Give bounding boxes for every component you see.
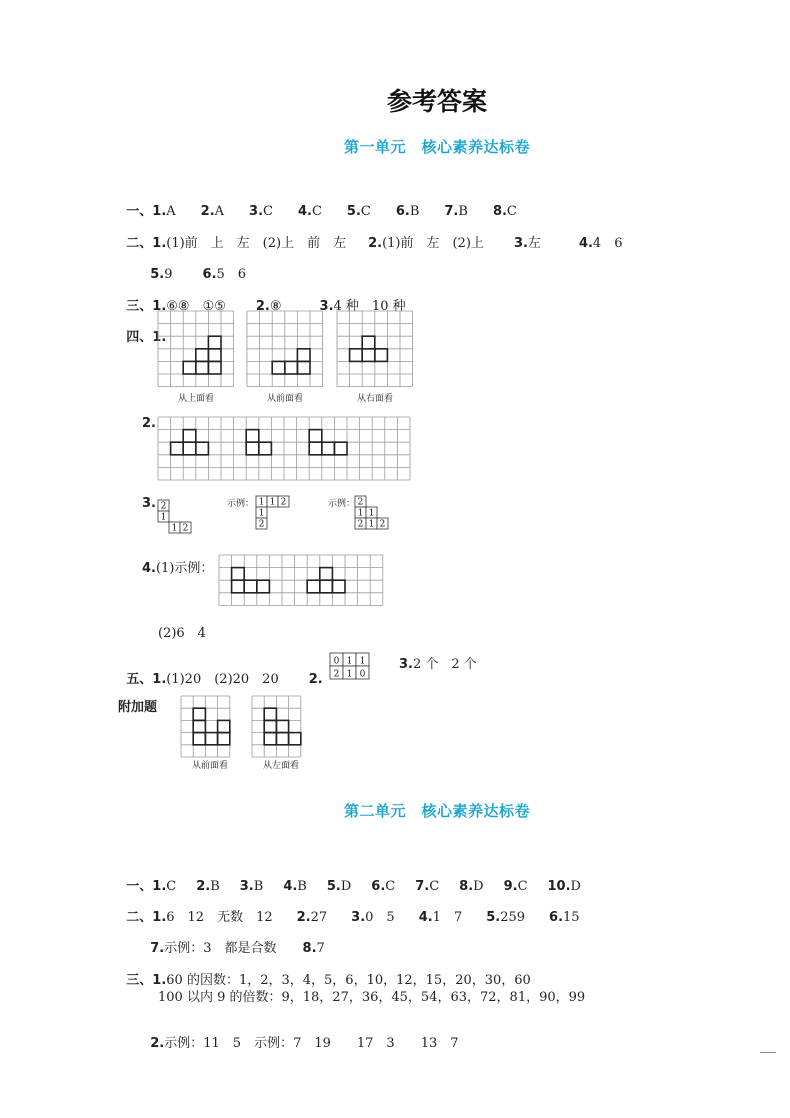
item-number: 3. [319,299,334,314]
item-answer: C [311,204,322,219]
grid-right-view [337,311,413,389]
square-block [322,442,335,455]
cell-number: 1 [359,656,366,667]
item-answer: (1)前 上 左 (2)上 前 左 [166,236,347,251]
unit1-q2-row2 [142,248,246,282]
figure-3c [355,496,395,536]
grid-q4-2 [158,417,410,481]
item-number: 3. [399,657,413,672]
cell-number: 1 [171,523,178,534]
square-block [276,720,288,732]
cell-number: 1 [258,508,265,519]
square-block [218,720,230,732]
cell-number: 1 [368,508,375,519]
item-answer: 6 12 无数 12 [166,910,273,925]
item-number: 3. [351,910,366,925]
cell-number: 2 [379,519,386,530]
q2-label: 二、 [126,910,153,925]
item-answer: D [570,879,581,894]
q4-2-number [142,416,156,431]
item-answer: 7 [316,941,325,956]
square-block [307,580,320,593]
item-answer: C [360,204,371,219]
cell-number: 0 [359,669,366,680]
item-number: 1. [152,330,167,345]
q4-label: 四、 [126,330,153,345]
cell-number: 1 [269,497,276,508]
item-answer: 5 6 [216,267,247,282]
square-block [208,349,221,362]
item-answer: A [166,204,176,219]
square-block [218,733,230,745]
item-answer: D [473,879,484,894]
item-answer: 259 [500,910,526,925]
item-answer: ⑧ [269,299,282,314]
square-block [320,580,333,593]
square-block [246,442,259,455]
q1-label: 一、 [126,204,153,219]
item-number: 5. [150,267,165,282]
unit2-heading: 第二单元 核心素养达标卷 [343,802,530,820]
item-number: 3. [513,236,528,251]
cell-number: 1 [368,519,375,530]
item-number: 7. [150,941,165,956]
square-block [350,349,363,362]
item-number: 4. [578,236,593,251]
item-answer: (1)示例： [155,561,214,576]
grid-q4-4 [219,555,383,607]
item-number: 2. [142,416,156,431]
item-number: 1. [152,236,167,251]
page-edge-mark [760,1052,776,1053]
cell-number: 1 [258,497,265,508]
unit1-q2-row1 [118,217,622,251]
example-label: 示例： [328,499,356,509]
view-label: 从前面看 [191,761,228,771]
square-block [232,580,245,593]
item-number: 8. [302,941,317,956]
item-number: 1. [152,973,167,988]
cell-number: 2 [160,501,167,512]
square-block [171,442,184,455]
square-block [362,336,375,349]
unit2-q2-row1 [118,891,580,925]
square-block [246,430,259,443]
unit2-q3-row2 [142,1017,459,1051]
q1-label: 一、 [126,879,153,894]
cell-number: 2 [182,523,189,534]
grid-extra-left [252,696,310,756]
item-number: 2. [200,204,215,219]
item-number: 5. [346,204,361,219]
item-answer: D [340,879,352,894]
view-label: 从左面看 [262,761,299,771]
cell-number: 1 [160,512,167,523]
square-block [259,442,272,455]
item-number: 4. [142,561,156,576]
square-block [193,720,205,732]
unit2-q3-row1 [118,954,531,988]
cell-number: 2 [258,519,265,530]
item-answer: 1 7 [432,910,463,925]
item-number: 7. [415,879,430,894]
figure-3a [158,500,198,540]
item-number: 2. [296,910,311,925]
square-block [289,733,301,745]
item-answer: 9 [164,267,173,282]
q4-3-number [142,496,156,511]
cell-number: 1 [346,669,353,680]
item-answer: 4 种 10 种 [333,299,406,314]
example-label: 示例： [227,499,255,509]
item-answer: 0 5 [365,910,395,925]
item-answer: C [506,204,517,219]
q5-label: 五、 [126,672,153,687]
item-number: 3. [239,879,254,894]
square-block [257,580,270,593]
view-label: 从前面看 [266,394,303,404]
q5-3-row [399,653,477,672]
square-block [196,442,209,455]
item-number: 2. [196,879,211,894]
square-block [276,733,288,745]
item-answer: C [263,204,273,219]
page-title: 参考答案 [386,87,487,116]
item-number: 6. [549,910,564,925]
item-number: 6. [371,879,386,894]
item-number: 2. [150,1036,165,1051]
unit1-q5-row [118,653,323,687]
item-number: 1. [152,204,167,219]
square-block [232,568,245,581]
item-answer: B [253,879,264,894]
item-number: 2. [368,236,383,251]
item-number: 4. [283,879,298,894]
item-answer: ⑥⑧ ①⑤ [166,299,226,314]
square-block [183,361,196,374]
q3-label: 三、 [126,299,153,314]
item-answer: B [409,204,420,219]
extra-title: 附加题 [118,700,158,715]
view-label: 从上面看 [177,394,214,404]
cell-number: 2 [280,497,287,508]
unit1-q3-row [118,280,406,314]
square-block [205,733,217,745]
unit2-q3-row1b: 100 以内 9 的倍数：9，18，27，36，45，54，63，72，81，90，99 [158,990,586,1005]
item-answer: B [458,204,468,219]
square-block [297,349,310,362]
figure-3b [256,496,296,536]
square-block [320,568,333,581]
unit2-q1-row [118,860,581,894]
extra-label [118,696,157,715]
square-block [332,580,345,593]
item-answer: 27 [310,910,328,925]
item-number: 1. [152,299,167,314]
square-block [208,361,221,374]
square-block [334,442,347,455]
q3-label: 三、 [126,973,153,988]
cell-number: 1 [357,508,364,519]
square-block [196,349,209,362]
square-block [193,733,205,745]
item-answer: C [385,879,396,894]
square-block [264,733,276,745]
item-answer: (1)前 左 (2)上 [382,236,484,251]
item-answer: (1)20 (2)20 20 [166,672,279,687]
item-answer: A [214,204,225,219]
cell-number: 2 [357,519,364,530]
item-number: 4. [418,910,433,925]
item-number: 8. [492,204,507,219]
square-block [297,361,310,374]
square-block [375,349,388,362]
grid-front-view [247,311,323,389]
item-answer: 示例：11 5 示例：7 19 17 3 13 7 [164,1036,459,1051]
square-block [183,442,196,455]
cell-number: 2 [333,669,340,680]
square-block [309,430,322,443]
item-number: 6. [395,204,410,219]
cell-number: 2 [357,497,364,508]
view-label: 从右面看 [356,394,393,404]
item-answer: 4 6 [592,236,623,251]
cell-number: 0 [333,656,340,667]
item-number: 1. [152,910,167,925]
item-answer: C [429,879,440,894]
square-block [264,720,276,732]
item-number: 4. [297,204,312,219]
q4-4-row [142,557,213,576]
square-block [244,580,257,593]
item-number: 10. [547,879,571,894]
number-grid-q5-2 [330,653,370,681]
item-number: 5. [486,910,501,925]
item-answer: 60 的因数：1，2，3，4，5，6，10，12，15，20，30，60 [166,973,531,988]
item-answer: 示例：3 都是合数 [164,941,277,956]
item-number: 7. [444,204,459,219]
item-answer: C [166,879,177,894]
square-block [264,708,276,720]
q4-4-part2: (2)6 4 [158,626,206,641]
unit1-heading: 第一单元 核心素养达标卷 [343,138,530,156]
unit1-q1-row [118,185,517,219]
item-number: 1. [152,672,167,687]
item-number: 3. [142,496,156,511]
item-answer: 15 [563,910,580,925]
grid-extra-front [181,696,239,756]
unit2-q2-row2 [142,922,325,956]
square-block [362,349,375,362]
square-block [196,361,209,374]
item-answer: B [210,879,220,894]
q2-label: 二、 [126,236,153,251]
square-block [285,361,298,374]
item-number: 2. [308,672,323,687]
item-number: 5. [326,879,341,894]
square-block [183,430,196,443]
item-number: 9. [503,879,518,894]
grid-top-view [158,311,234,389]
square-block [193,708,205,720]
square-block [272,361,285,374]
item-answer: C [517,879,528,894]
item-number: 1. [152,879,167,894]
item-number: 3. [249,204,264,219]
cell-number: 1 [346,656,353,667]
item-number: 8. [459,879,474,894]
item-number: 2. [255,299,270,314]
item-answer: 左 [527,236,541,251]
square-block [309,442,322,455]
square-block [208,336,221,349]
item-answer: B [297,879,307,894]
item-number: 6. [202,267,217,282]
item-answer: 2 个 2 个 [412,657,477,672]
